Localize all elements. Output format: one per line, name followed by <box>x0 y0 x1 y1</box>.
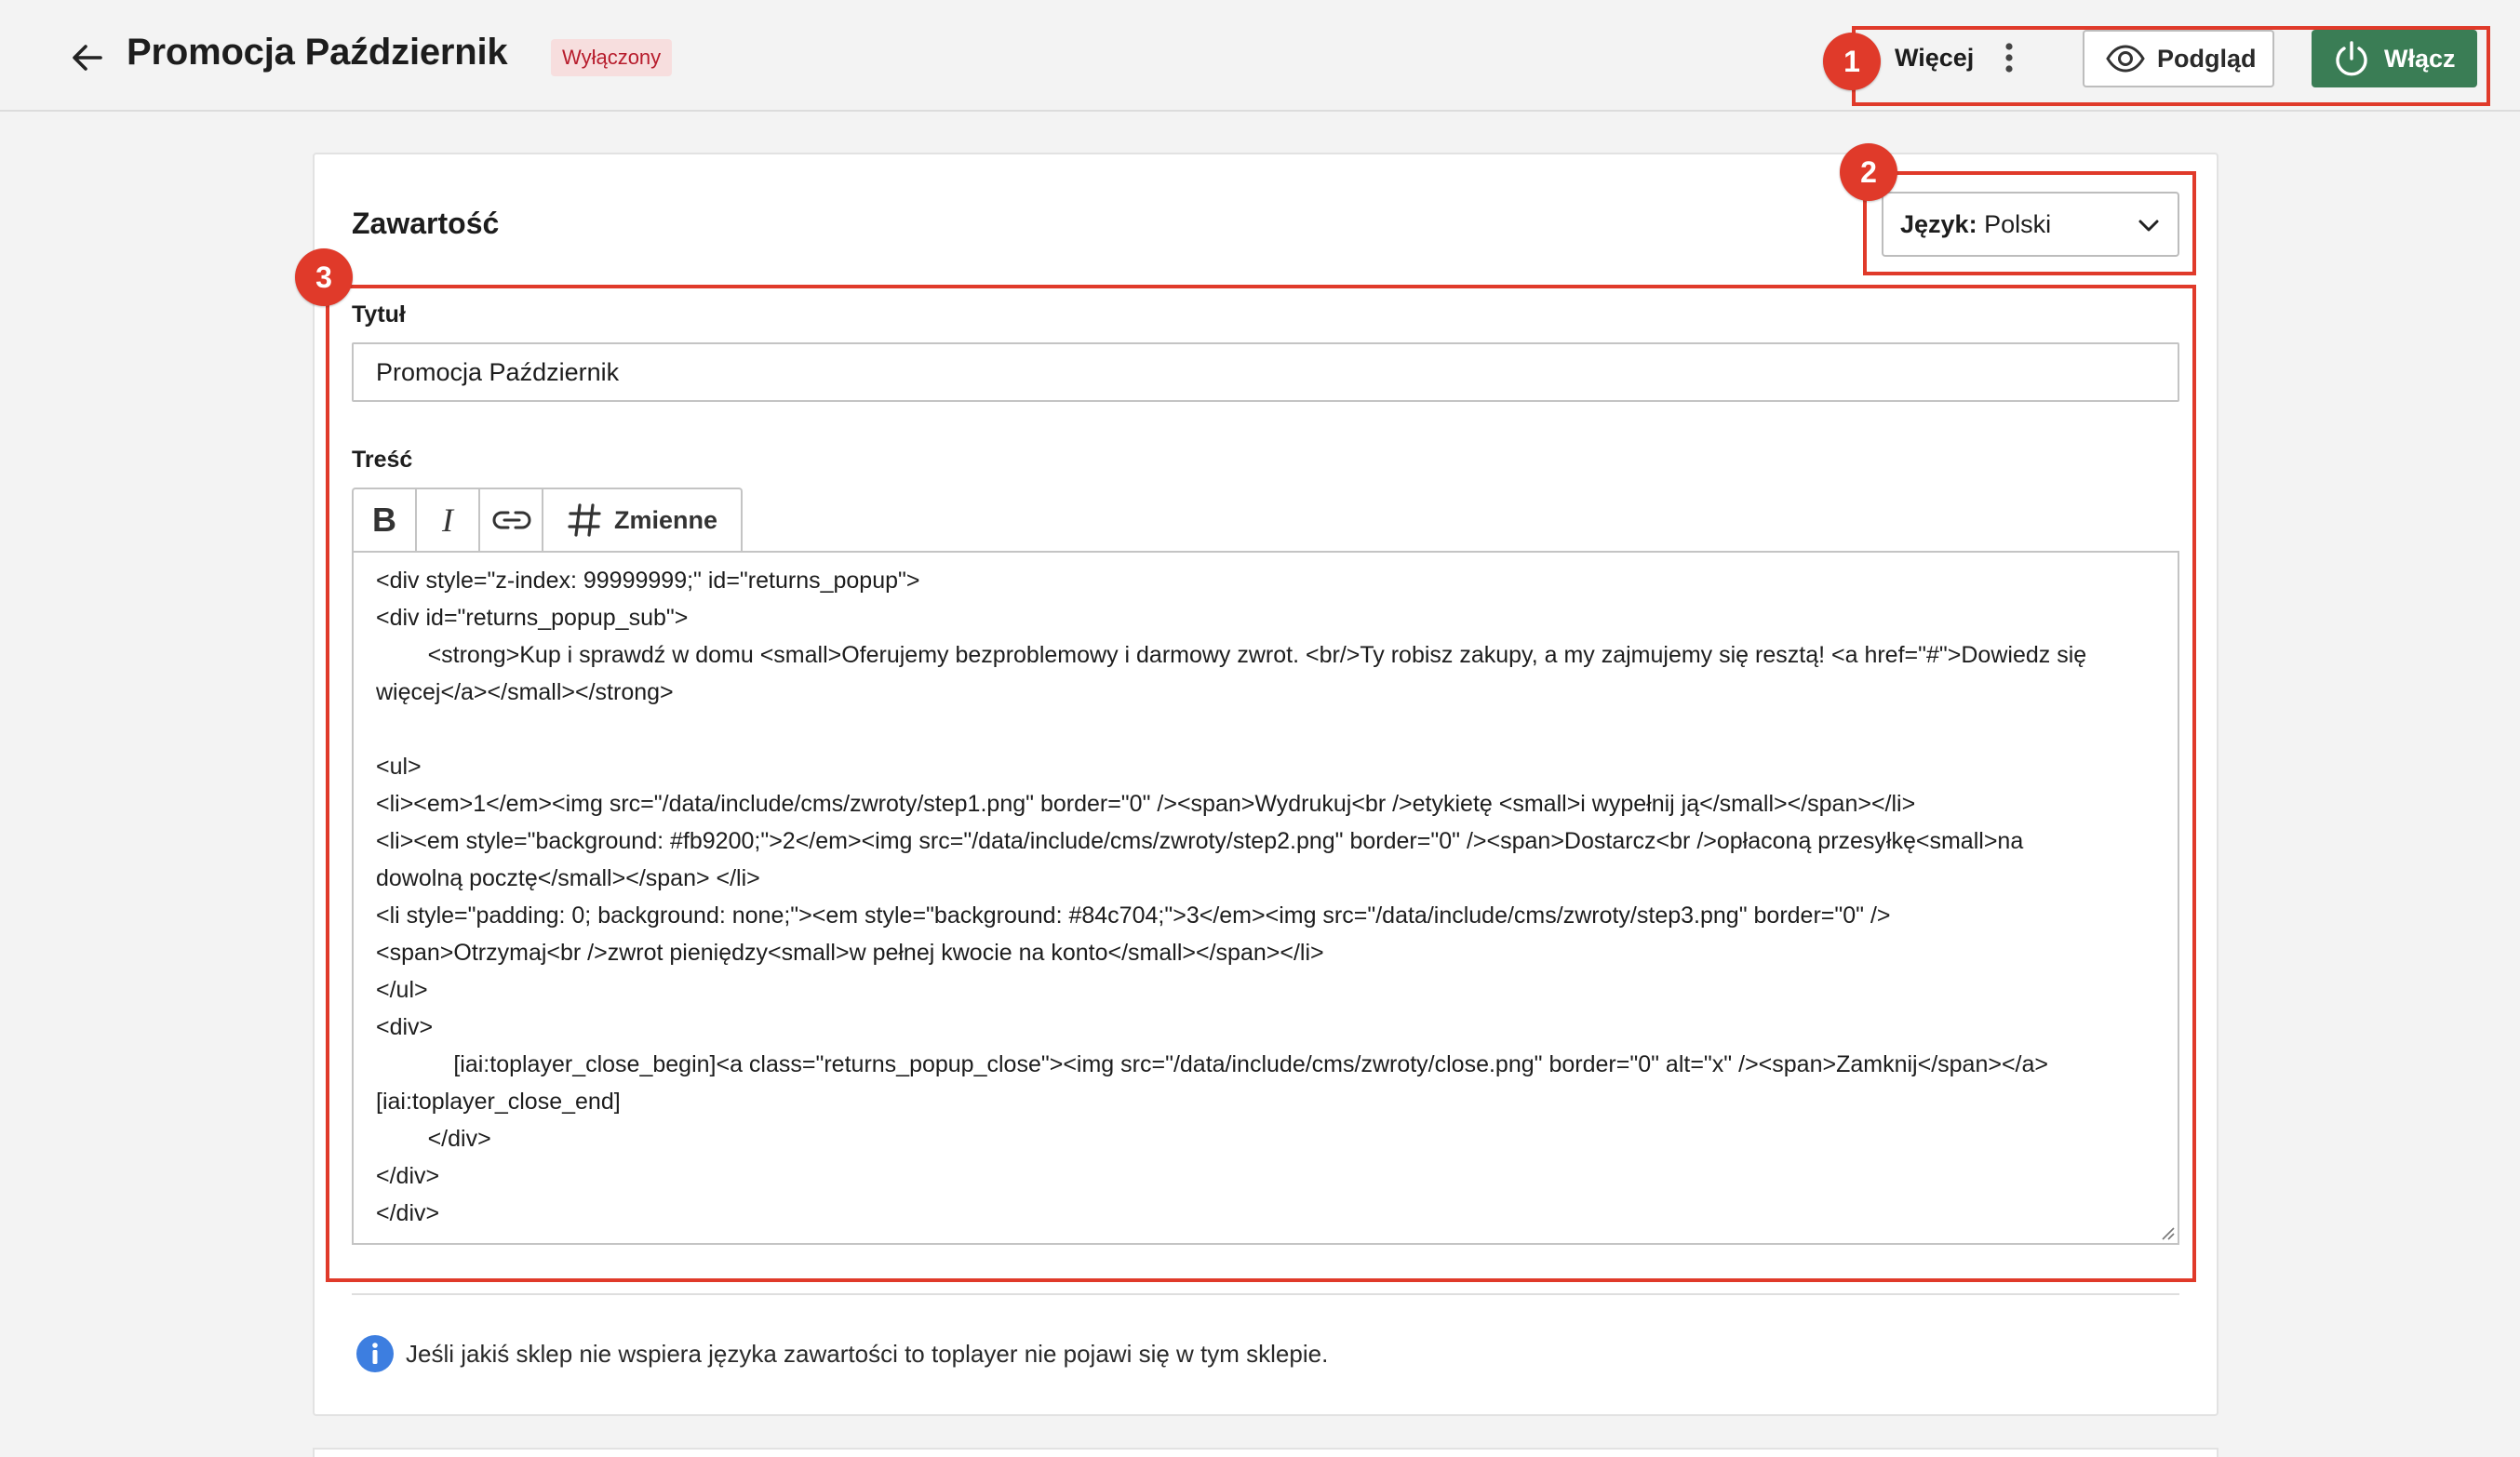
editor-line: więcej</a></small></strong> <box>376 679 674 705</box>
editor-line: </ul> <box>376 977 428 1003</box>
annotation-box-2 <box>1863 171 2196 275</box>
editor-line: <span>Otrzymaj<br />zwrot pieniędzy<small>w pełnej kwocie na konto</small></span></li> <box>376 940 1324 966</box>
editor-line: <div id="returns_popup_sub"> <box>376 605 689 631</box>
body-field-label: Treść <box>352 447 413 473</box>
section-title: Zawartość <box>352 207 500 240</box>
italic-icon: I <box>442 501 453 539</box>
editor-line: <ul> <box>376 754 422 780</box>
annotation-badge-3: 3 <box>295 248 353 306</box>
editor-line: dowolną pocztę</small></span> </li> <box>376 865 760 891</box>
editor-line: [iai:toplayer_close_begin]<a class="returns_popup_close"><img src="/data/include/cms/zwroty/close.png" border="0" alt="x" /><span>Zamknij</span></a> <box>376 1051 2048 1077</box>
editor-line: <div style="z-index: 99999999;" id="returns_popup"> <box>376 568 920 594</box>
editor-line: </div> <box>376 1163 440 1189</box>
language-value: Polski <box>1984 210 2052 238</box>
annotation-box-3 <box>326 285 2196 1282</box>
more-button[interactable]: Więcej <box>1895 44 1975 72</box>
editor-line: <li><em style="background: #fb9200;">2</em><img src="/data/include/cms/zwroty/step2.png" border="0" /><span>Dostarcz<br />opłaconą przesyłkę<small>na <box>376 828 2024 854</box>
editor-line: <li style="padding: 0; background: none;"><em style="background: #84c704;">3</em><img src="/data/include/cms/zwroty/step3.png" border="0" /> <box>376 902 1891 929</box>
annotation-box-1 <box>1852 26 2490 106</box>
editor-line: </div> <box>376 1200 440 1226</box>
editor-line: </div> <box>376 1126 491 1152</box>
divider <box>352 1293 2179 1295</box>
annotation-badge-1: 1 <box>1823 33 1881 90</box>
status-badge: Wyłączony <box>551 39 672 76</box>
editor-line: <li><em>1</em><img src="/data/include/cms/zwroty/step1.png" border="0" /><span>Wydrukuj<br />etykietę <small>i wypełnij ją</small></span></li> <box>376 791 1916 817</box>
title-field-label: Tytuł <box>352 301 406 327</box>
preview-button-label: Podgląd <box>2157 45 2257 73</box>
editor-line: [iai:toplayer_close_end] <box>376 1089 621 1115</box>
variables-button-label: Zmienne <box>614 506 718 534</box>
back-arrow-icon[interactable] <box>67 37 108 78</box>
annotation-badge-2: 2 <box>1840 143 1897 201</box>
page-title: Promocja Październik <box>127 32 508 73</box>
next-card-edge <box>313 1448 2218 1457</box>
enable-button-label: Włącz <box>2384 45 2456 73</box>
editor-line: <div> <box>376 1014 434 1040</box>
info-icon <box>355 1334 395 1373</box>
info-text: Jeśli jakiś sklep nie wspiera języka zawartości to toplayer nie pojawi się w tym sklepie. <box>406 1340 1329 1368</box>
editor-line: <strong>Kup i sprawdź w domu <small>Oferujemy bezproblemowy i darmowy zwrot. <br/>Ty robisz zakupy, a my zajmujemy się resztą! <a href="#">Dowiedz się <box>376 642 2087 668</box>
language-label: Język: <box>1900 210 1977 238</box>
bold-icon: B <box>372 501 396 539</box>
